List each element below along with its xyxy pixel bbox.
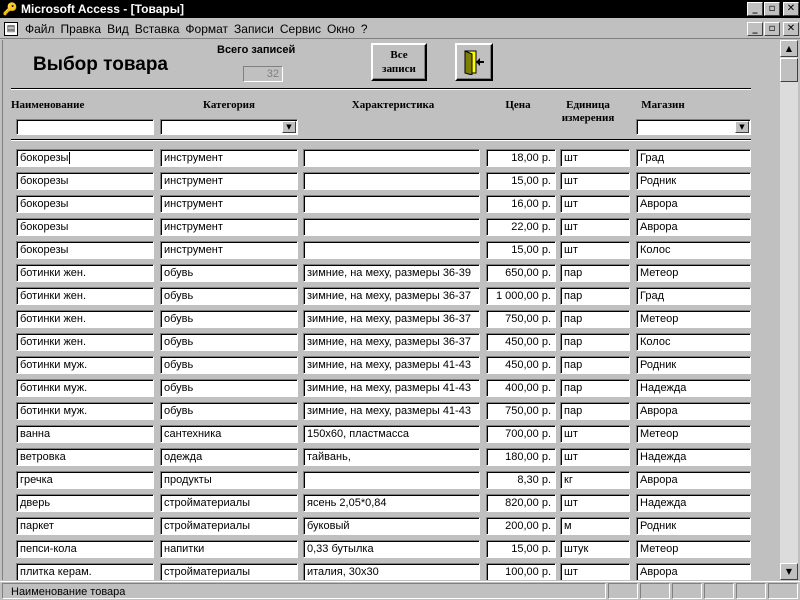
unit-field[interactable]: м <box>560 517 630 535</box>
name-field[interactable]: плитка керам. <box>16 563 154 580</box>
column-header-characteristic: Характеристика <box>351 99 435 111</box>
characteristic-field[interactable]: зимние, на меху, размеры 36-37 <box>303 287 480 305</box>
category-field[interactable]: стройматериалы <box>160 494 298 512</box>
category-field[interactable]: инструмент <box>160 241 298 259</box>
menu-records[interactable]: Записи <box>234 21 274 36</box>
price-field[interactable]: 100,00 р. <box>486 563 556 580</box>
column-header-unit-line1: Единица <box>566 99 610 111</box>
table-row <box>3 492 778 515</box>
characteristic-field[interactable] <box>303 471 480 489</box>
category-field[interactable]: обувь <box>160 264 298 282</box>
unit-field[interactable]: шт <box>560 494 630 512</box>
table-row <box>3 147 778 170</box>
status-cell <box>768 583 798 599</box>
price-field[interactable]: 820,00 р. <box>486 494 556 512</box>
price-field[interactable]: 15,00 р. <box>486 540 556 558</box>
name-field[interactable]: паркет <box>16 517 154 535</box>
price-field[interactable]: 15,00 р. <box>486 241 556 259</box>
table-row <box>3 193 778 216</box>
shop-field[interactable]: Надежда <box>636 448 751 466</box>
unit-field[interactable]: шт <box>560 448 630 466</box>
doc-restore-button[interactable]: ▫ <box>764 22 780 36</box>
shop-field[interactable]: Метеор <box>636 264 751 282</box>
shop-field[interactable]: Аврора <box>636 563 751 580</box>
status-text: Наименование товара <box>2 583 606 599</box>
shop-field[interactable]: Надежда <box>636 379 751 397</box>
table-row <box>3 239 778 262</box>
characteristic-field[interactable]: зимние, на меху, размеры 41-43 <box>303 356 480 374</box>
scroll-up-arrow-icon[interactable]: ▲ <box>780 40 798 57</box>
form-document-icon[interactable]: ▤ <box>4 22 18 36</box>
category-field[interactable]: продукты <box>160 471 298 489</box>
shop-field[interactable]: Колос <box>636 241 751 259</box>
price-field[interactable]: 22,00 р. <box>486 218 556 236</box>
unit-field[interactable]: шт <box>560 172 630 190</box>
unit-field[interactable]: пар <box>560 379 630 397</box>
price-field[interactable]: 700,00 р. <box>486 425 556 443</box>
characteristic-field[interactable]: италия, 30х30 <box>303 563 480 580</box>
shop-field[interactable]: Метеор <box>636 310 751 328</box>
name-field[interactable]: ванна <box>16 425 154 443</box>
table-row <box>3 538 778 561</box>
category-field[interactable]: обувь <box>160 402 298 420</box>
shop-filter-combo[interactable] <box>636 119 751 135</box>
characteristic-field[interactable]: 0,33 бутылка <box>303 540 480 558</box>
status-cell <box>640 583 670 599</box>
name-field[interactable]: гречка <box>16 471 154 489</box>
status-cell <box>736 583 766 599</box>
name-field[interactable]: ботинки жен. <box>16 287 154 305</box>
category-field[interactable]: напитки <box>160 540 298 558</box>
menu-edit[interactable]: Правка <box>60 21 102 36</box>
header-divider <box>11 88 751 90</box>
category-field[interactable]: обувь <box>160 356 298 374</box>
scroll-down-arrow-icon[interactable]: ▼ <box>780 563 798 580</box>
shop-field[interactable]: Град <box>636 149 751 167</box>
unit-field[interactable]: штук <box>560 540 630 558</box>
characteristic-field[interactable]: зимние, на меху, размеры 41-43 <box>303 379 480 397</box>
category-field[interactable]: обувь <box>160 287 298 305</box>
shop-field[interactable]: Метеор <box>636 540 751 558</box>
all-records-button-line1: Все <box>390 49 408 61</box>
column-header-price: Цена <box>505 99 531 111</box>
price-field[interactable]: 750,00 р. <box>486 402 556 420</box>
shop-field[interactable]: Аврора <box>636 471 751 489</box>
unit-field[interactable]: пар <box>560 333 630 351</box>
name-field[interactable]: бокорезы <box>16 149 154 167</box>
price-field[interactable]: 16,00 р. <box>486 195 556 213</box>
characteristic-field[interactable]: ясень 2,05*0,84 <box>303 494 480 512</box>
shop-field[interactable]: Надежда <box>636 494 751 512</box>
price-field[interactable]: 15,00 р. <box>486 172 556 190</box>
shop-field[interactable]: Аврора <box>636 218 751 236</box>
goods-form <box>2 40 778 580</box>
records-list <box>3 147 778 580</box>
shop-field[interactable]: Метеор <box>636 425 751 443</box>
price-field[interactable]: 180,00 р. <box>486 448 556 466</box>
total-records-value: 32 <box>243 66 283 82</box>
price-field[interactable]: 200,00 р. <box>486 517 556 535</box>
unit-field[interactable]: пар <box>560 356 630 374</box>
characteristic-field[interactable] <box>303 241 480 259</box>
name-field[interactable]: бокорезы <box>16 241 154 259</box>
shop-field[interactable]: Аврора <box>636 195 751 213</box>
table-row <box>3 423 778 446</box>
characteristic-field[interactable]: зимние, на меху, размеры 41-43 <box>303 402 480 420</box>
column-header-unit-line2: измерения <box>561 112 615 124</box>
category-field[interactable]: одежда <box>160 448 298 466</box>
characteristic-field[interactable] <box>303 172 480 190</box>
price-field[interactable]: 400,00 р. <box>486 379 556 397</box>
table-row <box>3 331 778 354</box>
menu-bar <box>0 19 800 39</box>
characteristic-field[interactable]: буковый <box>303 517 480 535</box>
doc-minimize-button[interactable]: _ <box>747 22 763 36</box>
category-field[interactable]: инструмент <box>160 218 298 236</box>
table-row <box>3 400 778 423</box>
menu-file[interactable]: Файл <box>25 21 55 36</box>
table-row <box>3 561 778 580</box>
shop-field[interactable]: Родник <box>636 517 751 535</box>
category-field[interactable]: инструмент <box>160 149 298 167</box>
name-field[interactable]: дверь <box>16 494 154 512</box>
characteristic-field[interactable] <box>303 195 480 213</box>
table-row <box>3 285 778 308</box>
table-row <box>3 308 778 331</box>
characteristic-field[interactable] <box>303 218 480 236</box>
unit-field[interactable]: шт <box>560 195 630 213</box>
name-field[interactable]: ботинки муж. <box>16 356 154 374</box>
characteristic-field[interactable]: зимние, на меху, размеры 36-37 <box>303 310 480 328</box>
shop-field[interactable]: Аврора <box>636 402 751 420</box>
table-row <box>3 170 778 193</box>
unit-field[interactable]: шт <box>560 563 630 580</box>
exit-door-icon <box>462 49 486 75</box>
unit-field[interactable]: пар <box>560 402 630 420</box>
table-row <box>3 446 778 469</box>
category-field[interactable]: стройматериалы <box>160 563 298 580</box>
name-field[interactable]: бокорезы <box>16 172 154 190</box>
all-records-button-line2: записи <box>382 63 416 75</box>
table-row <box>3 262 778 285</box>
form-heading: Выбор товара <box>33 54 169 75</box>
shop-field[interactable]: Родник <box>636 172 751 190</box>
title-bar <box>0 0 800 18</box>
category-field[interactable]: стройматериалы <box>160 517 298 535</box>
close-button[interactable]: ✕ <box>783 2 799 16</box>
chevron-down-icon[interactable]: ▼ <box>735 121 749 133</box>
name-field[interactable]: ботинки муж. <box>16 402 154 420</box>
table-row <box>3 515 778 538</box>
status-cell <box>608 583 638 599</box>
unit-field[interactable]: шт <box>560 218 630 236</box>
text-caret <box>69 152 70 164</box>
status-cell <box>672 583 702 599</box>
vertical-scrollbar[interactable] <box>780 40 798 580</box>
name-field[interactable]: ботинки жен. <box>16 310 154 328</box>
name-field[interactable]: бокорезы <box>16 195 154 213</box>
price-field[interactable]: 8,30 р. <box>486 471 556 489</box>
menu-help[interactable]: ? <box>360 21 368 36</box>
name-field[interactable]: ботинки жен. <box>16 264 154 282</box>
name-field[interactable]: бокорезы <box>16 218 154 236</box>
name-field[interactable]: ветровка <box>16 448 154 466</box>
chevron-down-icon[interactable]: ▼ <box>282 121 296 133</box>
shop-field[interactable]: Колос <box>636 333 751 351</box>
window-title: Microsoft Access - [Товары] <box>21 2 184 16</box>
scroll-thumb[interactable] <box>780 58 798 82</box>
menu-insert[interactable]: Вставка <box>134 21 180 36</box>
characteristic-field[interactable] <box>303 149 480 167</box>
unit-field[interactable]: пар <box>560 287 630 305</box>
category-field[interactable]: обувь <box>160 333 298 351</box>
unit-field[interactable]: шт <box>560 425 630 443</box>
name-field[interactable]: пепси-кола <box>16 540 154 558</box>
total-records-label: Всего записей <box>217 44 296 56</box>
filter-divider <box>11 139 751 141</box>
price-field[interactable]: 450,00 р. <box>486 333 556 351</box>
name-field[interactable]: ботинки муж. <box>16 379 154 397</box>
price-field[interactable]: 650,00 р. <box>486 264 556 282</box>
table-row <box>3 377 778 400</box>
category-field[interactable]: сантехника <box>160 425 298 443</box>
status-cell <box>704 583 734 599</box>
column-header-category: Категория <box>203 99 255 111</box>
exit-button[interactable] <box>455 43 493 81</box>
unit-field[interactable]: шт <box>560 241 630 259</box>
category-filter-combo[interactable] <box>160 119 298 135</box>
menu-view[interactable]: Вид <box>107 21 129 36</box>
shop-field[interactable]: Родник <box>636 356 751 374</box>
doc-close-button[interactable]: ✕ <box>783 22 799 36</box>
price-field[interactable]: 750,00 р. <box>486 310 556 328</box>
maximize-button[interactable]: ▫ <box>764 2 780 16</box>
characteristic-field[interactable]: тайвань, <box>303 448 480 466</box>
table-row <box>3 469 778 492</box>
unit-field[interactable]: шт <box>560 149 630 167</box>
characteristic-field[interactable]: зимние, на меху, размеры 36-39 <box>303 264 480 282</box>
name-filter-input[interactable] <box>16 119 154 135</box>
status-bar <box>0 581 800 600</box>
menu-window[interactable]: Окно <box>326 21 355 36</box>
category-field[interactable]: инструмент <box>160 172 298 190</box>
price-field[interactable]: 1 000,00 р. <box>486 287 556 305</box>
column-header-shops: Магазин <box>641 99 685 111</box>
characteristic-field[interactable]: 150х60, пластмасса <box>303 425 480 443</box>
name-field[interactable]: ботинки жен. <box>16 333 154 351</box>
all-records-button[interactable] <box>371 43 427 81</box>
column-header-name: Наименование <box>11 99 85 111</box>
unit-field[interactable]: пар <box>560 310 630 328</box>
shop-field[interactable]: Град <box>636 287 751 305</box>
unit-field[interactable]: пар <box>560 264 630 282</box>
menu-format[interactable]: Формат <box>185 21 229 36</box>
table-row <box>3 354 778 377</box>
characteristic-field[interactable]: зимние, на меху, размеры 36-37 <box>303 333 480 351</box>
minimize-button[interactable]: _ <box>747 2 763 16</box>
price-field[interactable]: 450,00 р. <box>486 356 556 374</box>
table-row <box>3 216 778 239</box>
category-field[interactable]: обувь <box>160 379 298 397</box>
menu-tools[interactable]: Сервис <box>279 21 321 36</box>
price-field[interactable]: 18,00 р. <box>486 149 556 167</box>
access-key-icon: 🔑 <box>2 2 18 16</box>
category-field[interactable]: обувь <box>160 310 298 328</box>
unit-field[interactable]: кг <box>560 471 630 489</box>
column-header-unit <box>553 99 623 125</box>
category-field[interactable]: инструмент <box>160 195 298 213</box>
